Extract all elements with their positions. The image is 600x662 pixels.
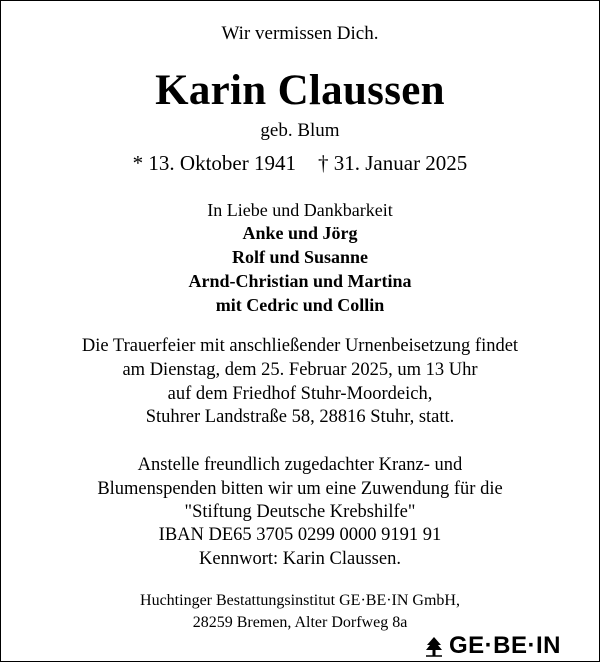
deceased-name: Karin Claussen: [155, 67, 445, 114]
mourner-line: Arnd-Christian und Martina: [188, 271, 412, 291]
donation-info-line: Anstelle freundlich zugedachter Kranz- und: [137, 455, 463, 475]
donation-info-line: Kennwort: Karin Claussen.: [199, 549, 401, 569]
love-line: In Liebe und Dankbarkeit: [207, 200, 393, 220]
funeral-info-line: auf dem Friedhof Stuhr-Moordeich,: [167, 384, 433, 404]
life-dates: [1, 151, 599, 175]
donation-info-line: "Stiftung Deutsche Krebshilfe": [184, 502, 416, 522]
birth-date: * 13. Oktober 1941: [132, 151, 296, 175]
tree-icon: [424, 635, 444, 657]
funeral-info-line: Die Trauerfeier mit anschließender Urnenbeisetzung findet: [81, 336, 519, 356]
logo-text: GE·BE·IN: [449, 632, 561, 659]
undertaker-address: 28259 Bremen, Alter Dorfweg 8a: [192, 614, 408, 631]
death-date: † 31. Januar 2025: [318, 151, 468, 175]
mourner-line: Rolf und Susanne: [231, 247, 369, 267]
donation-info-line: IBAN DE65 3705 0299 0000 9191 91: [158, 525, 442, 545]
funeral-info-line: am Dienstag, dem 25. Februar 2025, um 13 Uhr: [122, 360, 478, 380]
intro-text: Wir vermissen Dich.: [221, 23, 379, 44]
mourner-line: Anke und Jörg: [242, 223, 358, 243]
undertaker-name: Huchtinger Bestattungsinstitut GE·BE·IN GmbH,: [140, 592, 460, 609]
funeral-info-line: Stuhrer Landstraße 58, 28816 Stuhr, statt.: [145, 407, 455, 427]
undertaker-logo: [424, 633, 561, 659]
maiden-name: geb. Blum: [260, 120, 340, 141]
donation-info-line: Blumenspenden bitten wir um eine Zuwendung für die: [97, 479, 503, 499]
mourner-line: mit Cedric und Collin: [215, 295, 385, 315]
